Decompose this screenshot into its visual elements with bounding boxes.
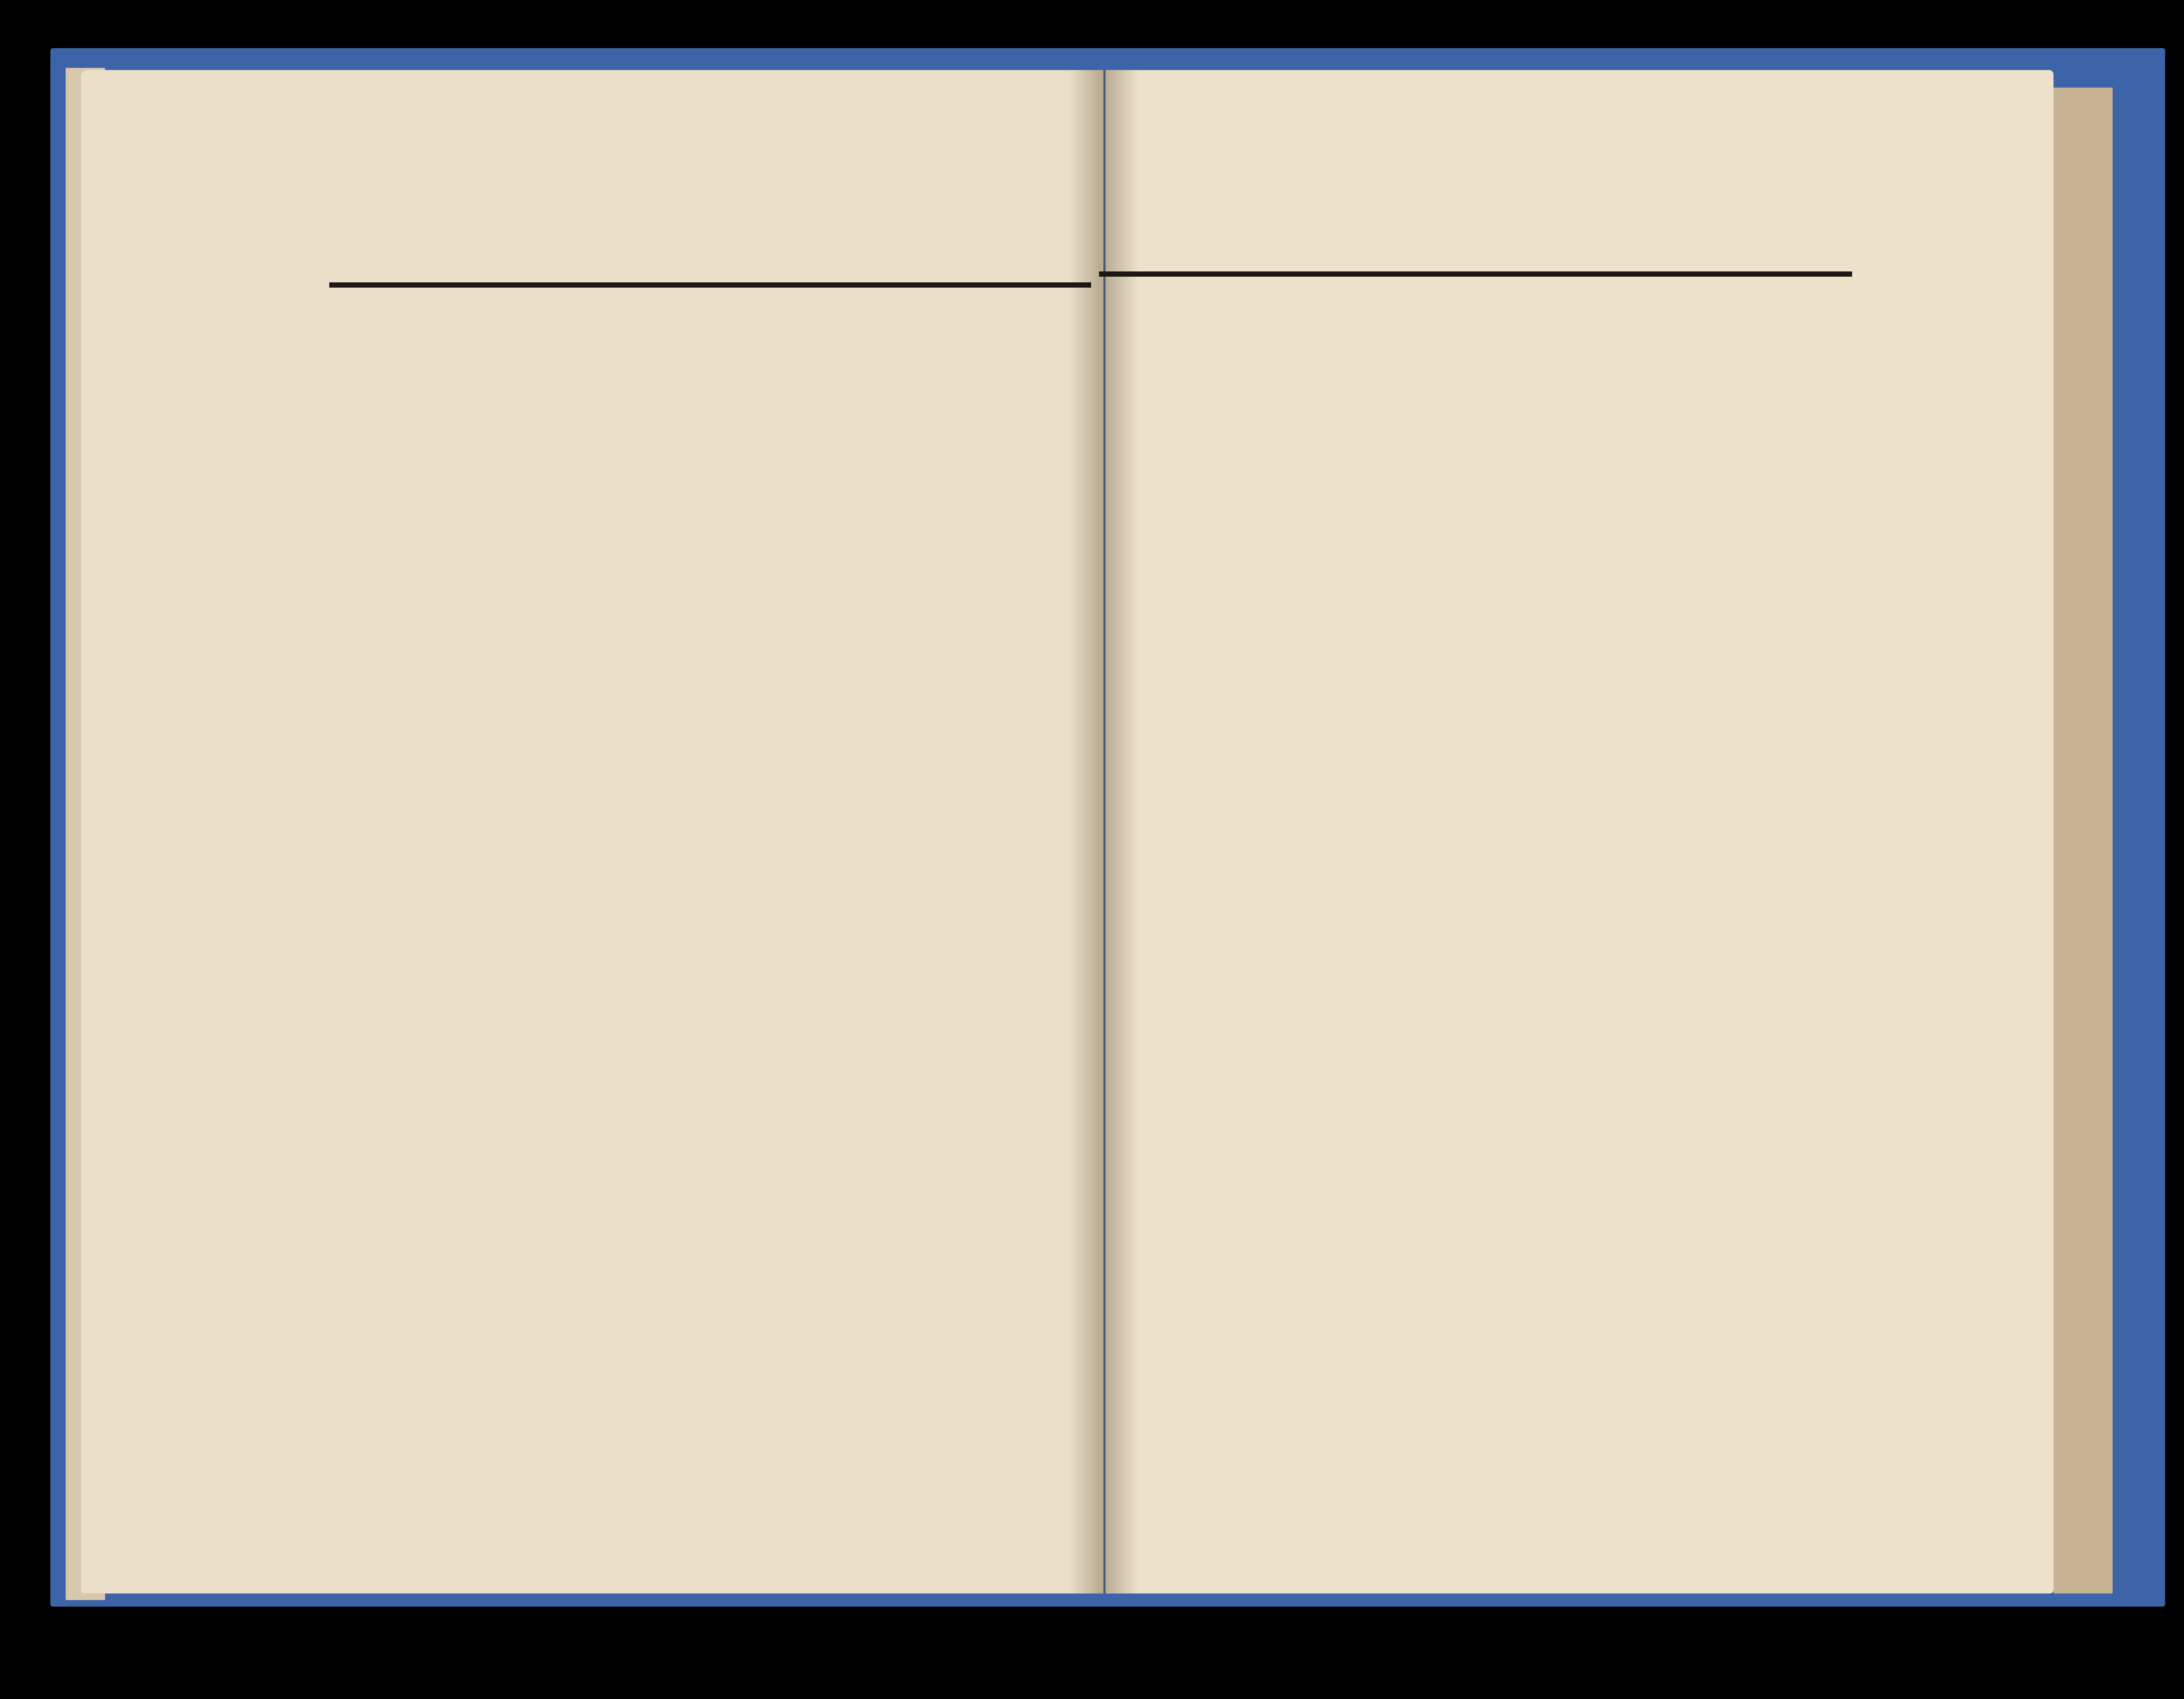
right-page	[1106, 70, 2054, 1593]
left-page	[81, 70, 1103, 1593]
book-gutter	[1068, 70, 1138, 1593]
page-edges-right	[2054, 88, 2113, 1593]
top-rule-right	[1099, 271, 1852, 277]
top-rule-left	[329, 282, 1091, 288]
